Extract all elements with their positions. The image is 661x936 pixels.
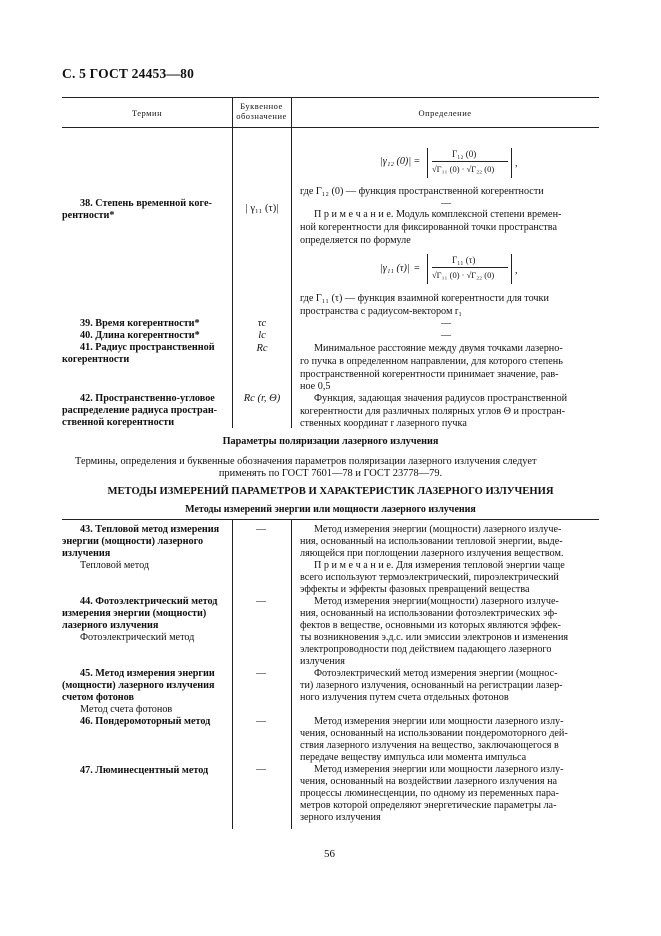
formula-spatial-coherence (380, 148, 550, 178)
term-43-line2: энергии (мощности) лазерного (62, 536, 204, 547)
def-47-line5: зерного излучения (300, 812, 381, 823)
term-43-line1: 43. Тепловой метод измерения (80, 524, 220, 535)
def-46-line4: передаче веществу импульса или момента импульса (300, 752, 527, 763)
term-46: 46. Пондеромоторный метод (80, 716, 211, 727)
term-45-line2: (мощности) лазерного излучения (62, 680, 215, 691)
term-42-line3: ственной когерентности (62, 417, 175, 428)
table-head-bottom-rule (62, 127, 599, 128)
note38-line1: П р и м е ч а н и е. Модуль комплексной степени времен- (314, 209, 562, 220)
symbol-41: Rc (256, 343, 268, 354)
lower-col-divider-1 (232, 519, 233, 829)
formula1-den: √Γ₁₁ (0) · √Γ₂₂ (0) (432, 164, 495, 174)
col-divider-1 (232, 97, 233, 428)
def-41-line3: пространственной когерентности принимает значение, рав- (300, 369, 559, 380)
def-43-line1: Метод измерения энергии (мощности) лазерного излуче- (314, 524, 562, 535)
symbol-44: — (256, 596, 266, 607)
def-43-line6: эффекты и эффекты фазовых превращений вещества (300, 584, 530, 595)
term-45-alt: Метод счета фотонов (80, 704, 173, 715)
symbol-43: — (256, 524, 266, 535)
def-43-line4: П р и м е ч а н и е. Для измерения тепловой энергии чаще (314, 560, 565, 571)
def-40: — (441, 330, 451, 341)
def-41-line4: ное 0,5 (300, 381, 331, 392)
def-44-line4: ты возникновения э.д.с. или эмиссии электронов и изменения (300, 632, 569, 643)
formula2-eq: = (414, 263, 420, 274)
formula2-lhs: |γ₁₁ (τ)| (380, 263, 410, 274)
where1-text: где Γ₁₂ (0) — функция пространственной когерентности (300, 186, 544, 197)
def-42-line3: ственных координат r лазерного пучка (300, 418, 467, 429)
def-45-line2: ти) лазерного излучения, основанный на регистрации лазер- (300, 680, 563, 691)
page-header: С. 5 ГОСТ 24453—80 (62, 66, 195, 81)
term-44-alt: Фотоэлектрический метод (80, 632, 195, 643)
note38-line2: ной когерентности для фиксированной точки пространства (300, 222, 557, 233)
def-44-line5: электропроводности под действием падающего лазерного (300, 644, 552, 655)
formula1-fraction-line (432, 161, 508, 162)
term-43-alt: Тепловой метод (80, 560, 150, 571)
where2-line1: где Γ₁₁ (τ) — функция взаимной когерентности для точки (300, 293, 549, 304)
formula1-comma: , (515, 158, 518, 169)
def-45-line1: Фотоэлектрический метод измерения энергии (мощнос- (314, 668, 558, 679)
term-44-line2: измерения энергии (мощности) (62, 608, 207, 619)
where2-line2: пространства с радиусом-вектором r₁ (300, 306, 462, 317)
page-number: 56 (324, 848, 335, 860)
def-47-line3: процессы люминесценции, по одному из переменных пара- (300, 788, 559, 799)
col-divider-2 (291, 97, 292, 428)
def-46-line1: Метод измерения энергии или мощности лазерного излу- (314, 716, 564, 727)
col-header-symbol (232, 101, 291, 121)
def-44-line6: излучения (300, 656, 345, 667)
symbol-39: τc (257, 318, 267, 329)
def-43-line3: ляющейся при поглощении лазерного излучения веществом. (300, 548, 564, 559)
def-47-line1: Метод измерения энергии или мощности лазерного излу- (314, 764, 564, 775)
def-43-line5: всего используют термоэлектрический, пироэлектрический (300, 572, 559, 583)
def-46-line2: чения, основанный на использовании пондеромоторного дей- (300, 728, 568, 739)
symbol-45: — (256, 668, 266, 679)
symbol-47: — (256, 764, 266, 775)
symbol-40: lc (258, 330, 266, 341)
term-41-line1: 41. Радиус пространственной (80, 342, 215, 353)
formula2-bar-left (427, 254, 428, 284)
col-header-symbol-line2: обозначение (236, 111, 287, 121)
term-38-line1: 38. Степень временной коге- (80, 198, 212, 209)
formula-temporal-coherence (380, 254, 550, 284)
def-39: — (441, 318, 451, 329)
def38-dash: — (441, 198, 451, 209)
term-45-line3: счетом фотонов (62, 692, 135, 703)
def-41-line2: го пучка в определенном направлении, для которого степень (300, 356, 563, 367)
term-47: 47. Люминесцентный метод (80, 765, 209, 776)
table-top-rule (62, 97, 599, 98)
formula1-lhs: |γ₁₂ (0)| (380, 156, 412, 167)
def-42-line1: Функция, задающая значения радиусов пространственной (314, 393, 568, 404)
section-methods-title: МЕТОДЫ ИЗМЕРЕНИЙ ПАРАМЕТРОВ И ХАРАКТЕРИСТИК ЛАЗЕРНОГО ИЗЛУЧЕНИЯ (107, 486, 554, 497)
polarization-text-line1: Термины, определения и буквенные обозначения параметров поляризации лазерного излучения следует (75, 456, 537, 467)
col-header-symbol-line1: Буквенное (240, 101, 283, 111)
def-43-line2: ния, основанный на использовании тепловой энергии, выде- (300, 536, 563, 547)
def-44-line2: ния, основанный на использовании фотоэлектрических эф- (300, 608, 558, 619)
formula2-den: √Γ₁₁ (0) · √Γ₂₂ (0) (432, 270, 495, 280)
col-header-term: Термин (131, 108, 163, 118)
col-header-definition: Определение (418, 108, 472, 118)
term-38-line2: рентности* (62, 210, 115, 221)
lower-col-divider-2 (291, 519, 292, 829)
formula2-bar-right (511, 254, 512, 284)
symbol-38: | γ₁₁ (τ)| (245, 203, 279, 214)
symbol-42: Rc (r, Θ) (243, 393, 281, 404)
polarization-text-line2: применять по ГОСТ 7601—78 и ГОСТ 23778—79. (218, 468, 443, 479)
term-39: 39. Время когерентности* (80, 318, 200, 329)
def-47-line4: метров которой определяют энергетические параметры ла- (300, 800, 557, 811)
term-44-line1: 44. Фотоэлектрический метод (80, 596, 218, 607)
formula2-fraction-line (432, 267, 508, 268)
formula2-comma: , (515, 265, 518, 276)
formula2-num: Γ₁₁ (τ) (452, 255, 476, 265)
note38-line3: определяется по формуле (300, 235, 411, 246)
term-41-line2: когерентности (62, 354, 130, 365)
formula1-eq: = (414, 156, 420, 167)
term-44-line3: лазерного излучения (62, 620, 159, 631)
formula1-bar-left (427, 148, 428, 178)
symbol-46: — (256, 716, 266, 727)
lower-table-top-rule (62, 519, 599, 520)
def-47-line2: чения, основанный на воздействии лазерного излучения на (300, 776, 558, 787)
section-energy-title: Методы измерений энергии или мощности лазерного излучения (185, 504, 476, 515)
def-42-line2: когерентности для различных полярных углов Θ и простран- (300, 406, 565, 417)
term-43-line3: излучения (62, 548, 111, 559)
section-polarization-title: Параметры поляризации лазерного излучения (222, 436, 439, 447)
def-41-line1: Минимальное расстояние между двумя точками лазерно- (314, 343, 563, 354)
def-45-line3: ного излучения путем счета отдельных фотонов (300, 692, 509, 703)
def-46-line3: ствия лазерного излучения на вещество, заключающегося в (300, 740, 559, 751)
term-42-line1: 42. Пространственно-угловое (80, 393, 215, 404)
def-44-line1: Метод измерения энергии(мощности) лазерного излуче- (314, 596, 559, 607)
term-42-line2: распределение радиуса простран- (62, 405, 218, 416)
term-45-line1: 45. Метод измерения энергии (80, 668, 215, 679)
formula1-num: Γ₁₂ (0) (452, 149, 477, 159)
term-40: 40. Длина когерентности* (80, 330, 200, 341)
formula1-bar-right (511, 148, 512, 178)
def-44-line3: фектов в веществе, основными из которых являются эффек- (300, 620, 561, 631)
